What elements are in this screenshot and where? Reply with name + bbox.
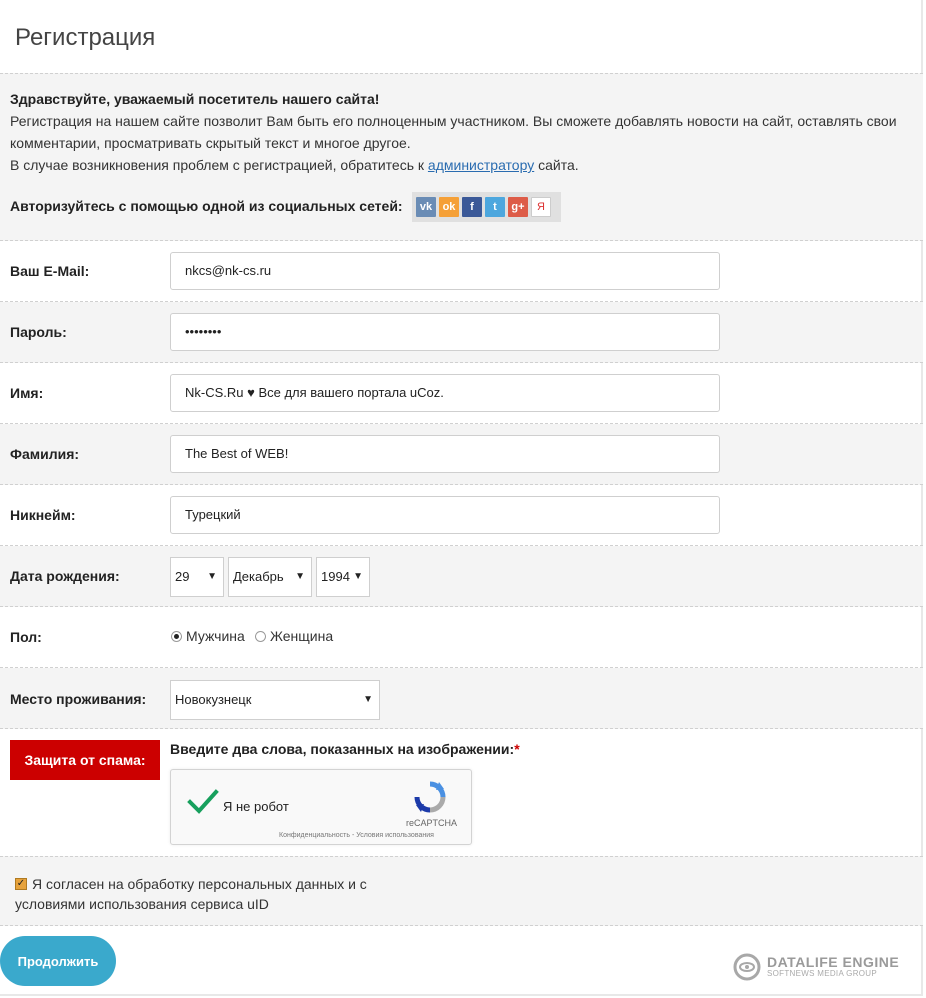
google-plus-icon[interactable]: g+ [508, 197, 528, 217]
surname-row [0, 424, 923, 485]
captcha-prompt-text: Введите два слова, показанных на изображении: [170, 741, 515, 757]
email-row [0, 241, 923, 302]
gender-male-label[interactable]: Мужчина [186, 628, 245, 644]
surname-field[interactable]: The Best of WEB! [170, 435, 720, 473]
required-mark: * [514, 741, 520, 757]
facebook-icon[interactable]: f [462, 197, 482, 217]
nickname-row [0, 485, 923, 546]
odnoklassniki-icon[interactable]: ok [439, 197, 459, 217]
recaptcha-links[interactable]: Конфиденциальность - Условия использования [279, 832, 434, 839]
agreement-checkbox[interactable] [15, 878, 27, 890]
vk-icon[interactable]: vk [416, 197, 436, 217]
agreement-text[interactable]: Я согласен на обработку персональных данных и с условиями использования сервиса uID [15, 876, 367, 912]
birth-year-select[interactable] [316, 557, 370, 597]
birth-month-value: Декабрь [233, 569, 284, 584]
password-label: Пароль: [10, 324, 67, 340]
city-value: Новокузнецк [175, 692, 252, 707]
chevron-down-icon: ▼ [207, 571, 217, 582]
engine-title: DATALIFE ENGINE [767, 954, 900, 970]
continue-button[interactable]: Продолжить [0, 936, 116, 986]
recaptcha-brand: reCAPTCHA [406, 818, 458, 828]
admin-link[interactable]: администратору [427, 157, 535, 173]
birth-year-value: 1994 [321, 569, 350, 584]
twitter-icon[interactable]: t [485, 197, 505, 217]
gender-label: Пол: [10, 629, 42, 645]
birthdate-label: Дата рождения: [10, 568, 120, 584]
nickname-field[interactable]: Турецкий [170, 496, 720, 534]
intro-section [0, 73, 923, 241]
name-label: Имя: [10, 385, 44, 401]
recaptcha-label[interactable]: Я не робот [223, 799, 289, 814]
chevron-down-icon: ▼ [363, 694, 373, 705]
birth-month-select[interactable] [228, 557, 312, 597]
password-field[interactable]: •••••••• [170, 313, 720, 351]
chevron-down-icon: ▼ [295, 571, 305, 582]
gender-female-label[interactable]: Женщина [270, 628, 334, 644]
social-login-bar [412, 192, 561, 222]
name-field[interactable]: Nk-CS.Ru ♥ Все для вашего портала uCoz. [170, 374, 720, 412]
surname-label: Фамилия: [10, 446, 80, 462]
gender-male-radio[interactable] [171, 631, 182, 642]
agreement-row [0, 856, 923, 926]
greeting-text: Здравствуйте, уважаемый посетитель нашего сайта! [10, 91, 380, 107]
intro-line2-after: сайта. [534, 157, 579, 173]
birth-day-value: 29 [175, 569, 190, 584]
datalife-engine-logo [733, 953, 899, 981]
recaptcha-logo-icon [413, 780, 447, 814]
intro-line2-before: В случае возникновения проблем с регистрацией, обратитесь к [10, 157, 428, 173]
city-row [0, 668, 923, 729]
yandex-icon[interactable]: Я [531, 197, 551, 217]
recaptcha-widget[interactable] [170, 769, 472, 845]
gender-row [0, 607, 923, 668]
check-icon: ✓ [16, 878, 26, 889]
name-row [0, 363, 923, 424]
captcha-prompt [170, 741, 520, 757]
email-label: Ваш E-Mail: [10, 263, 90, 279]
password-row [0, 302, 923, 363]
spam-protection-badge: Защита от спама: [10, 740, 160, 780]
chevron-down-icon: ▼ [353, 571, 363, 582]
page-title: Регистрация [15, 24, 156, 51]
nickname-label: Никнейм: [10, 507, 76, 523]
birth-day-select[interactable] [170, 557, 224, 597]
birthdate-row [0, 546, 923, 607]
intro-line1: Регистрация на нашем сайте позволит Вам быть его полноценным участником. Вы сможете добавлять новости на сайт, оставлять свои комментарии, просматривать скрытый текст и многое другое. [10, 113, 897, 151]
intro-text [10, 110, 910, 176]
social-login-label: Авторизуйтесь с помощью одной из социальных сетей: [10, 198, 403, 214]
city-select[interactable] [170, 680, 380, 720]
datalife-engine-icon [733, 953, 761, 981]
city-label: Место проживания: [10, 691, 147, 707]
gender-female-radio[interactable] [255, 631, 266, 642]
email-field[interactable]: nkcs@nk-cs.ru [170, 252, 720, 290]
checkmark-icon[interactable] [187, 788, 219, 816]
engine-subtitle: SOFTNEWS MEDIA GROUP [767, 969, 878, 978]
